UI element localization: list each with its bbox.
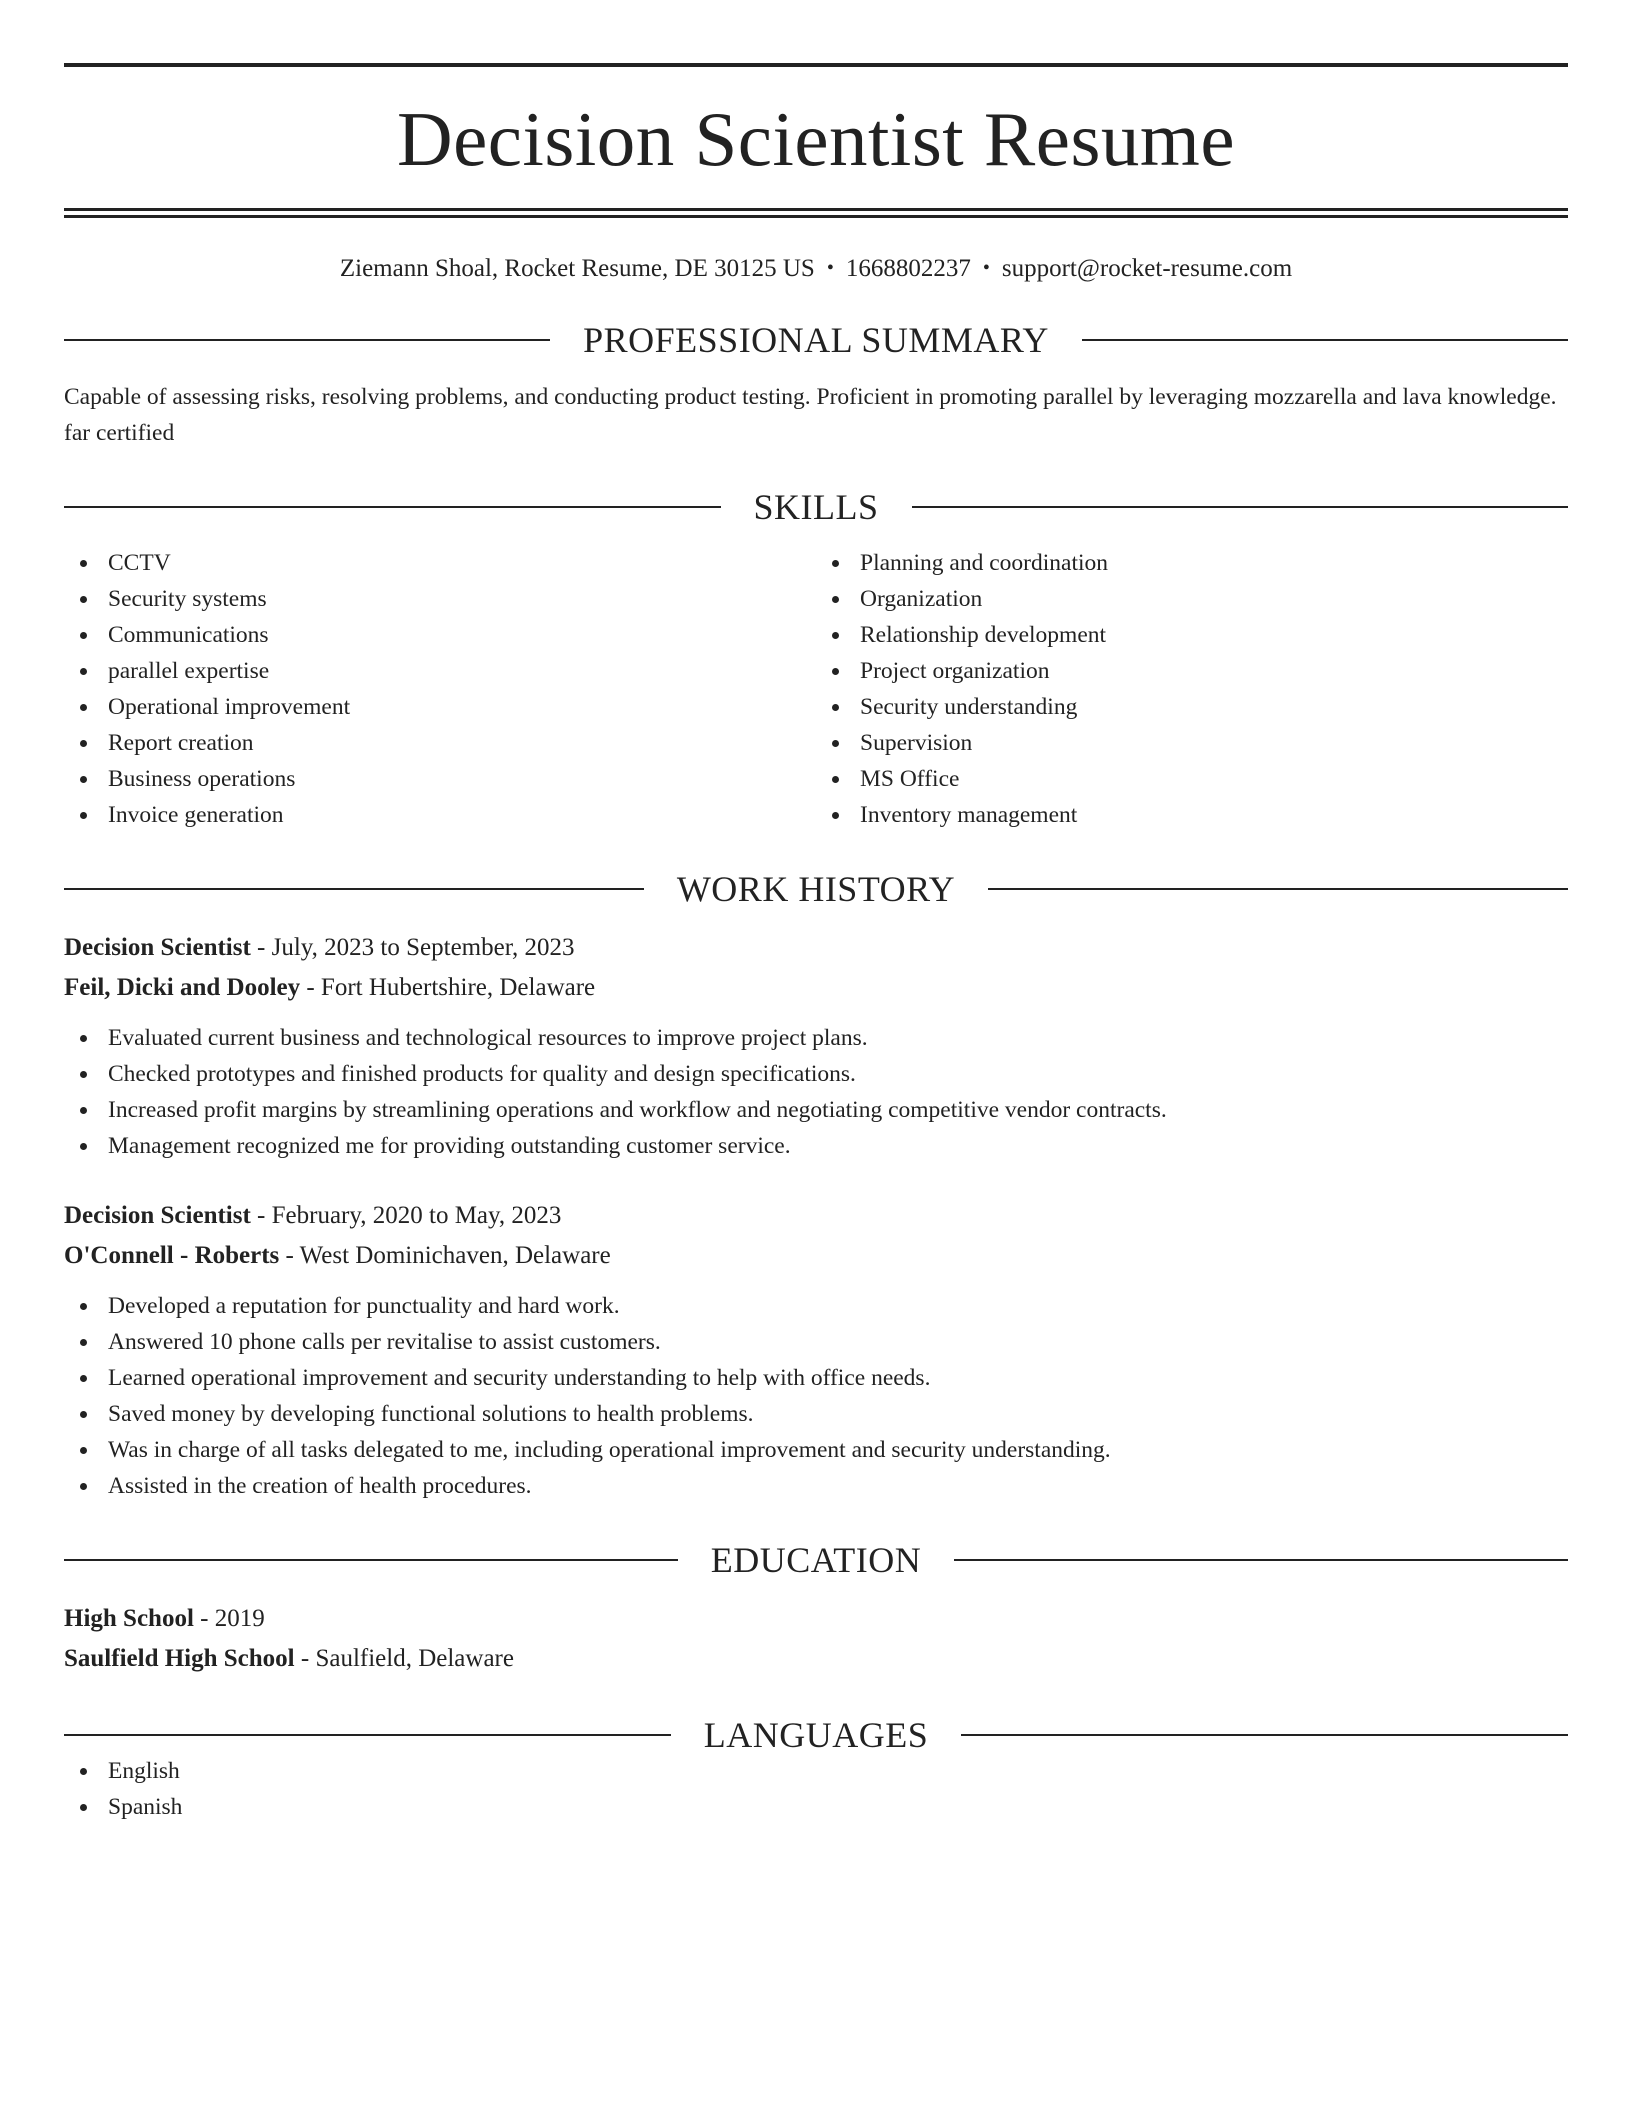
job-company: O'Connell - Roberts [64,1242,280,1269]
job-location: - Fort Hubertshire, Delaware [300,974,596,1001]
education-school: Saulfield High School [64,1645,295,1672]
education-entry [64,1599,1568,1679]
skill-item: Planning and coordination [816,545,1568,581]
skills-grid [64,545,1568,833]
skills-list-left [64,545,816,833]
job-entry [64,928,1568,1164]
summary-text: Capable of assessing risks, resolving problems, and conducting product testing. Proficient in promoting parallel by leveraging mozzarella and lava knowledge. far certified [64,384,1557,446]
heading-rule-left [64,506,721,508]
skill-item: Report creation [64,725,816,761]
skills-section-heading [64,489,1568,525]
languages-heading: LANGUAGES [703,1715,929,1755]
contact-email: support@rocket-resume.com [1001,255,1293,282]
work-section-heading [64,871,1568,907]
job-duty: Increased profit margins by streamlining operations and workflow and negotiating competitive vendor contracts. [64,1092,1568,1128]
heading-rule-left [64,339,550,341]
education-degree: High School [64,1605,194,1632]
job-duty: Evaluated current business and technological resources to improve project plans. [64,1020,1568,1056]
job-duty: Checked prototypes and finished products for quality and design specifications. [64,1056,1568,1092]
summary-heading: PROFESSIONAL SUMMARY [583,320,1049,360]
job-duty: Assisted in the creation of health procedures. [64,1468,1568,1504]
contact-separator: • [826,257,834,279]
skill-item: Communications [64,617,816,653]
job-company-line [64,968,1568,1008]
skill-item: MS Office [816,761,1568,797]
education-school-line [64,1639,1568,1679]
job-location: - West Dominichaven, Delaware [279,1242,611,1269]
skill-item: Invoice generation [64,797,816,833]
skill-item: Operational improvement [64,689,816,725]
education-year: - 2019 [193,1605,265,1632]
languages-section-heading [64,1717,1568,1753]
skill-item: Organization [816,581,1568,617]
job-dates: - July, 2023 to September, 2023 [250,934,575,961]
skill-item: Security understanding [816,689,1568,725]
contact-address: Ziemann Shoal, Rocket Resume, DE 30125 US [339,255,815,282]
skills-heading: SKILLS [753,487,879,527]
job-title-line [64,1196,1568,1236]
job-duty: Developed a reputation for punctuality and hard work. [64,1288,1568,1324]
job-title: Decision Scientist [64,1202,251,1229]
heading-rule-left [64,1559,678,1561]
skills-list-right [816,545,1568,833]
education-degree-line [64,1599,1568,1639]
job-duty: Learned operational improvement and security understanding to help with office needs. [64,1360,1568,1396]
language-item: English [64,1753,1568,1789]
heading-rule-right [954,1559,1568,1561]
skill-item: Security systems [64,581,816,617]
title-double-rule [64,208,1568,218]
heading-rule-right [961,1734,1568,1736]
education-heading: EDUCATION [710,1540,922,1580]
job-duties-list [64,1020,1568,1164]
skill-item: Inventory management [816,797,1568,833]
heading-rule-right [988,888,1568,890]
skill-item: Supervision [816,725,1568,761]
skill-item: CCTV [64,545,816,581]
languages-list [64,1753,1568,1825]
heading-rule-right [1082,339,1568,341]
job-duty: Management recognized me for providing outstanding customer service. [64,1128,1568,1164]
job-duty: Was in charge of all tasks delegated to me, including operational improvement and security understanding. [64,1432,1568,1468]
contact-separator: • [982,257,990,279]
contact-phone: 1668802237 [845,255,971,282]
job-title-line [64,928,1568,968]
heading-rule-right [912,506,1569,508]
skill-item: parallel expertise [64,653,816,689]
job-duties-list [64,1288,1568,1504]
work-heading: WORK HISTORY [676,869,956,909]
job-title: Decision Scientist [64,934,251,961]
job-duty: Answered 10 phone calls per revitalise to assist customers. [64,1324,1568,1360]
heading-rule-left [64,888,644,890]
top-rule [64,63,1568,67]
job-company: Feil, Dicki and Dooley [64,974,301,1001]
job-duty: Saved money by developing functional solutions to health problems. [64,1396,1568,1432]
summary-section-heading [64,322,1568,358]
resume-title: Decision Scientist Resume [397,96,1235,182]
job-entry [64,1196,1568,1504]
skills-column-right [816,545,1568,833]
education-location: - Saulfield, Delaware [294,1645,514,1672]
skill-item: Business operations [64,761,816,797]
education-section-heading [64,1542,1568,1578]
skill-item: Project organization [816,653,1568,689]
job-dates: - February, 2020 to May, 2023 [250,1202,562,1229]
contact-line [64,254,1568,284]
job-company-line [64,1236,1568,1276]
skill-item: Relationship development [816,617,1568,653]
language-item: Spanish [64,1789,1568,1825]
heading-rule-left [64,1734,671,1736]
skills-column-left [64,545,816,833]
